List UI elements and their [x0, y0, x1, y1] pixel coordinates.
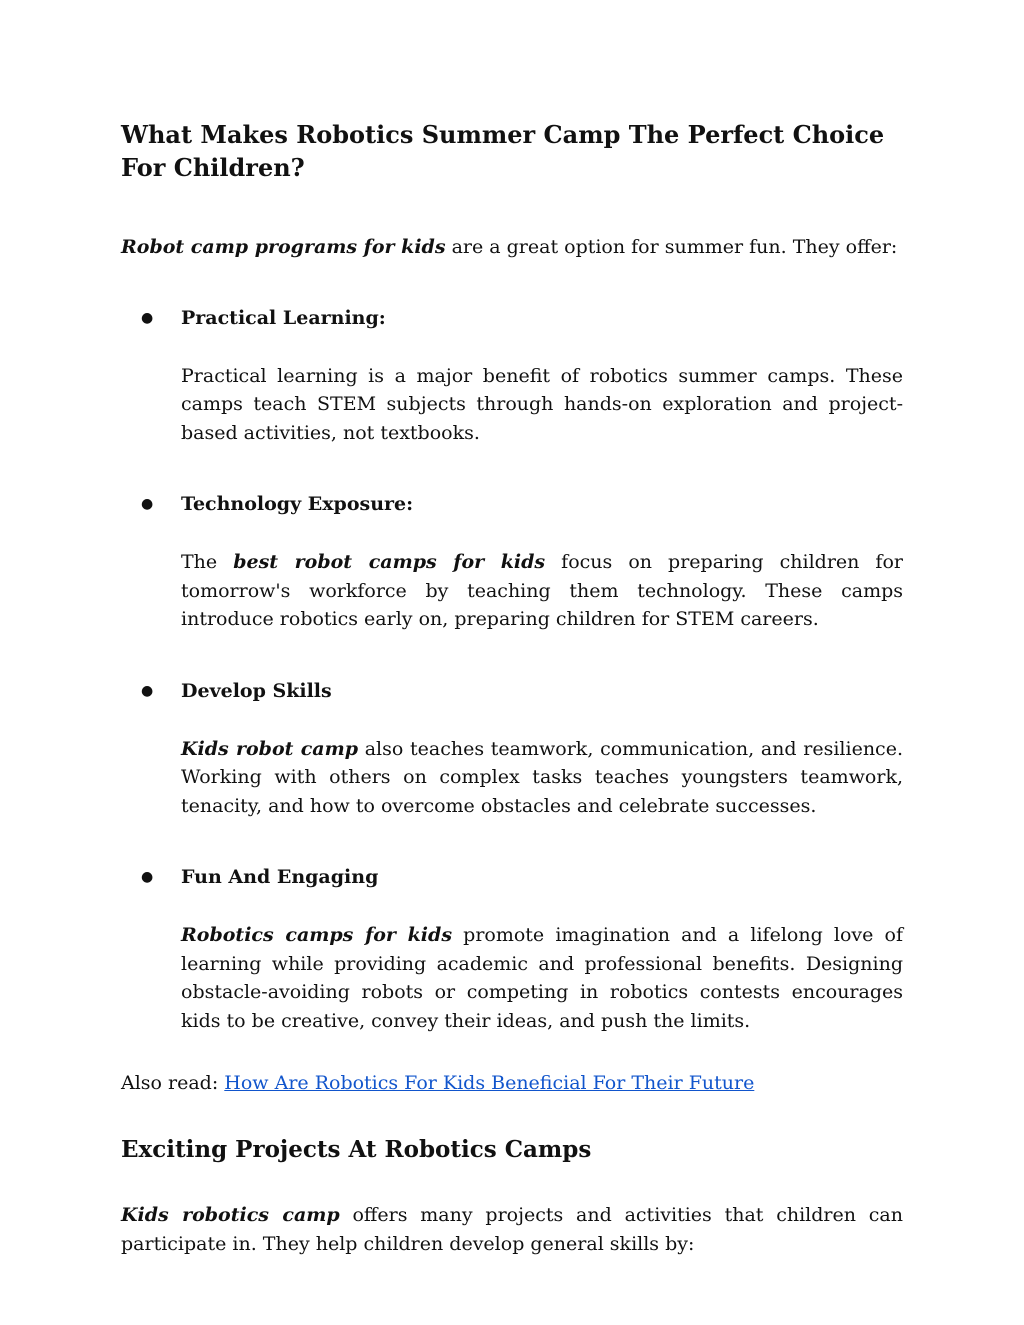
benefit-heading [141, 677, 903, 705]
benefit-text: focus on preparing children for tomorrow's workforce by teaching them technology. These camps introduce robotics early on, preparing children for STEM careers. [181, 551, 903, 630]
benefit-heading [141, 863, 903, 891]
bullet-icon: ● [141, 309, 154, 326]
also-read-line [121, 1069, 903, 1097]
benefit-title: Fun And Engaging [181, 866, 379, 888]
intro-paragraph [121, 233, 903, 262]
list-item [121, 490, 903, 634]
page-title: What Makes Robotics Summer Camp The Perfect Choice For Children? [121, 120, 885, 182]
benefit-title: Develop Skills [181, 679, 332, 702]
benefit-title: Practical Learning: [181, 306, 386, 329]
list-item [121, 863, 903, 1035]
also-read-link[interactable]: How Are Robotics For Kids Beneficial For Their Future [224, 1072, 755, 1094]
benefit-emphasis: best robot camps for kids [233, 551, 546, 573]
projects-emphasis: Kids robotics camp [121, 1204, 340, 1226]
intro-text: are a great option for summer fun. They offer: [445, 236, 898, 258]
benefit-body [181, 548, 903, 634]
benefit-body [181, 735, 903, 821]
benefits-list [121, 304, 903, 1036]
intro-emphasis: Robot camp programs for kids [121, 236, 446, 258]
list-item [121, 677, 903, 821]
bullet-icon: ● [141, 496, 154, 512]
bullet-icon: ● [141, 869, 154, 885]
benefit-title: Technology Exposure: [181, 493, 414, 515]
benefit-prefix: The [181, 551, 234, 573]
projects-paragraph [121, 1201, 903, 1258]
projects-text: offers many projects and activities that children can participate in. They help children develop general skills by: [121, 1204, 903, 1255]
benefit-text: Practical learning is a major benefit of robotics summer camps. These camps teach STEM subjects through hands-on exploration and project-based activities, not textbooks. [181, 364, 903, 444]
bullet-icon: ● [141, 682, 154, 699]
benefit-body [181, 362, 903, 448]
also-read-label: Also read: [121, 1072, 225, 1094]
list-item [121, 304, 903, 448]
benefit-emphasis: Kids robot camp [181, 737, 358, 760]
benefit-text: also teaches teamwork, communication, and resilience. Working with others on complex tasks teaches youngsters teamwork, tenacity, and how to overcome obstacles and celebrate successes. [181, 737, 903, 817]
benefit-body [181, 921, 903, 1035]
benefit-emphasis: Robotics camps for kids [181, 924, 453, 946]
benefit-text: promote imagination and a lifelong love of learning while providing academic and professional benefits. Designing obstacle-avoiding robots or competing in robotics contests encourages kids to be creative, convey their ideas, and push the limits. [181, 924, 903, 1032]
section-heading: Exciting Projects At Robotics Camps [121, 1136, 592, 1163]
benefit-heading [141, 304, 903, 332]
benefit-heading [141, 490, 903, 518]
